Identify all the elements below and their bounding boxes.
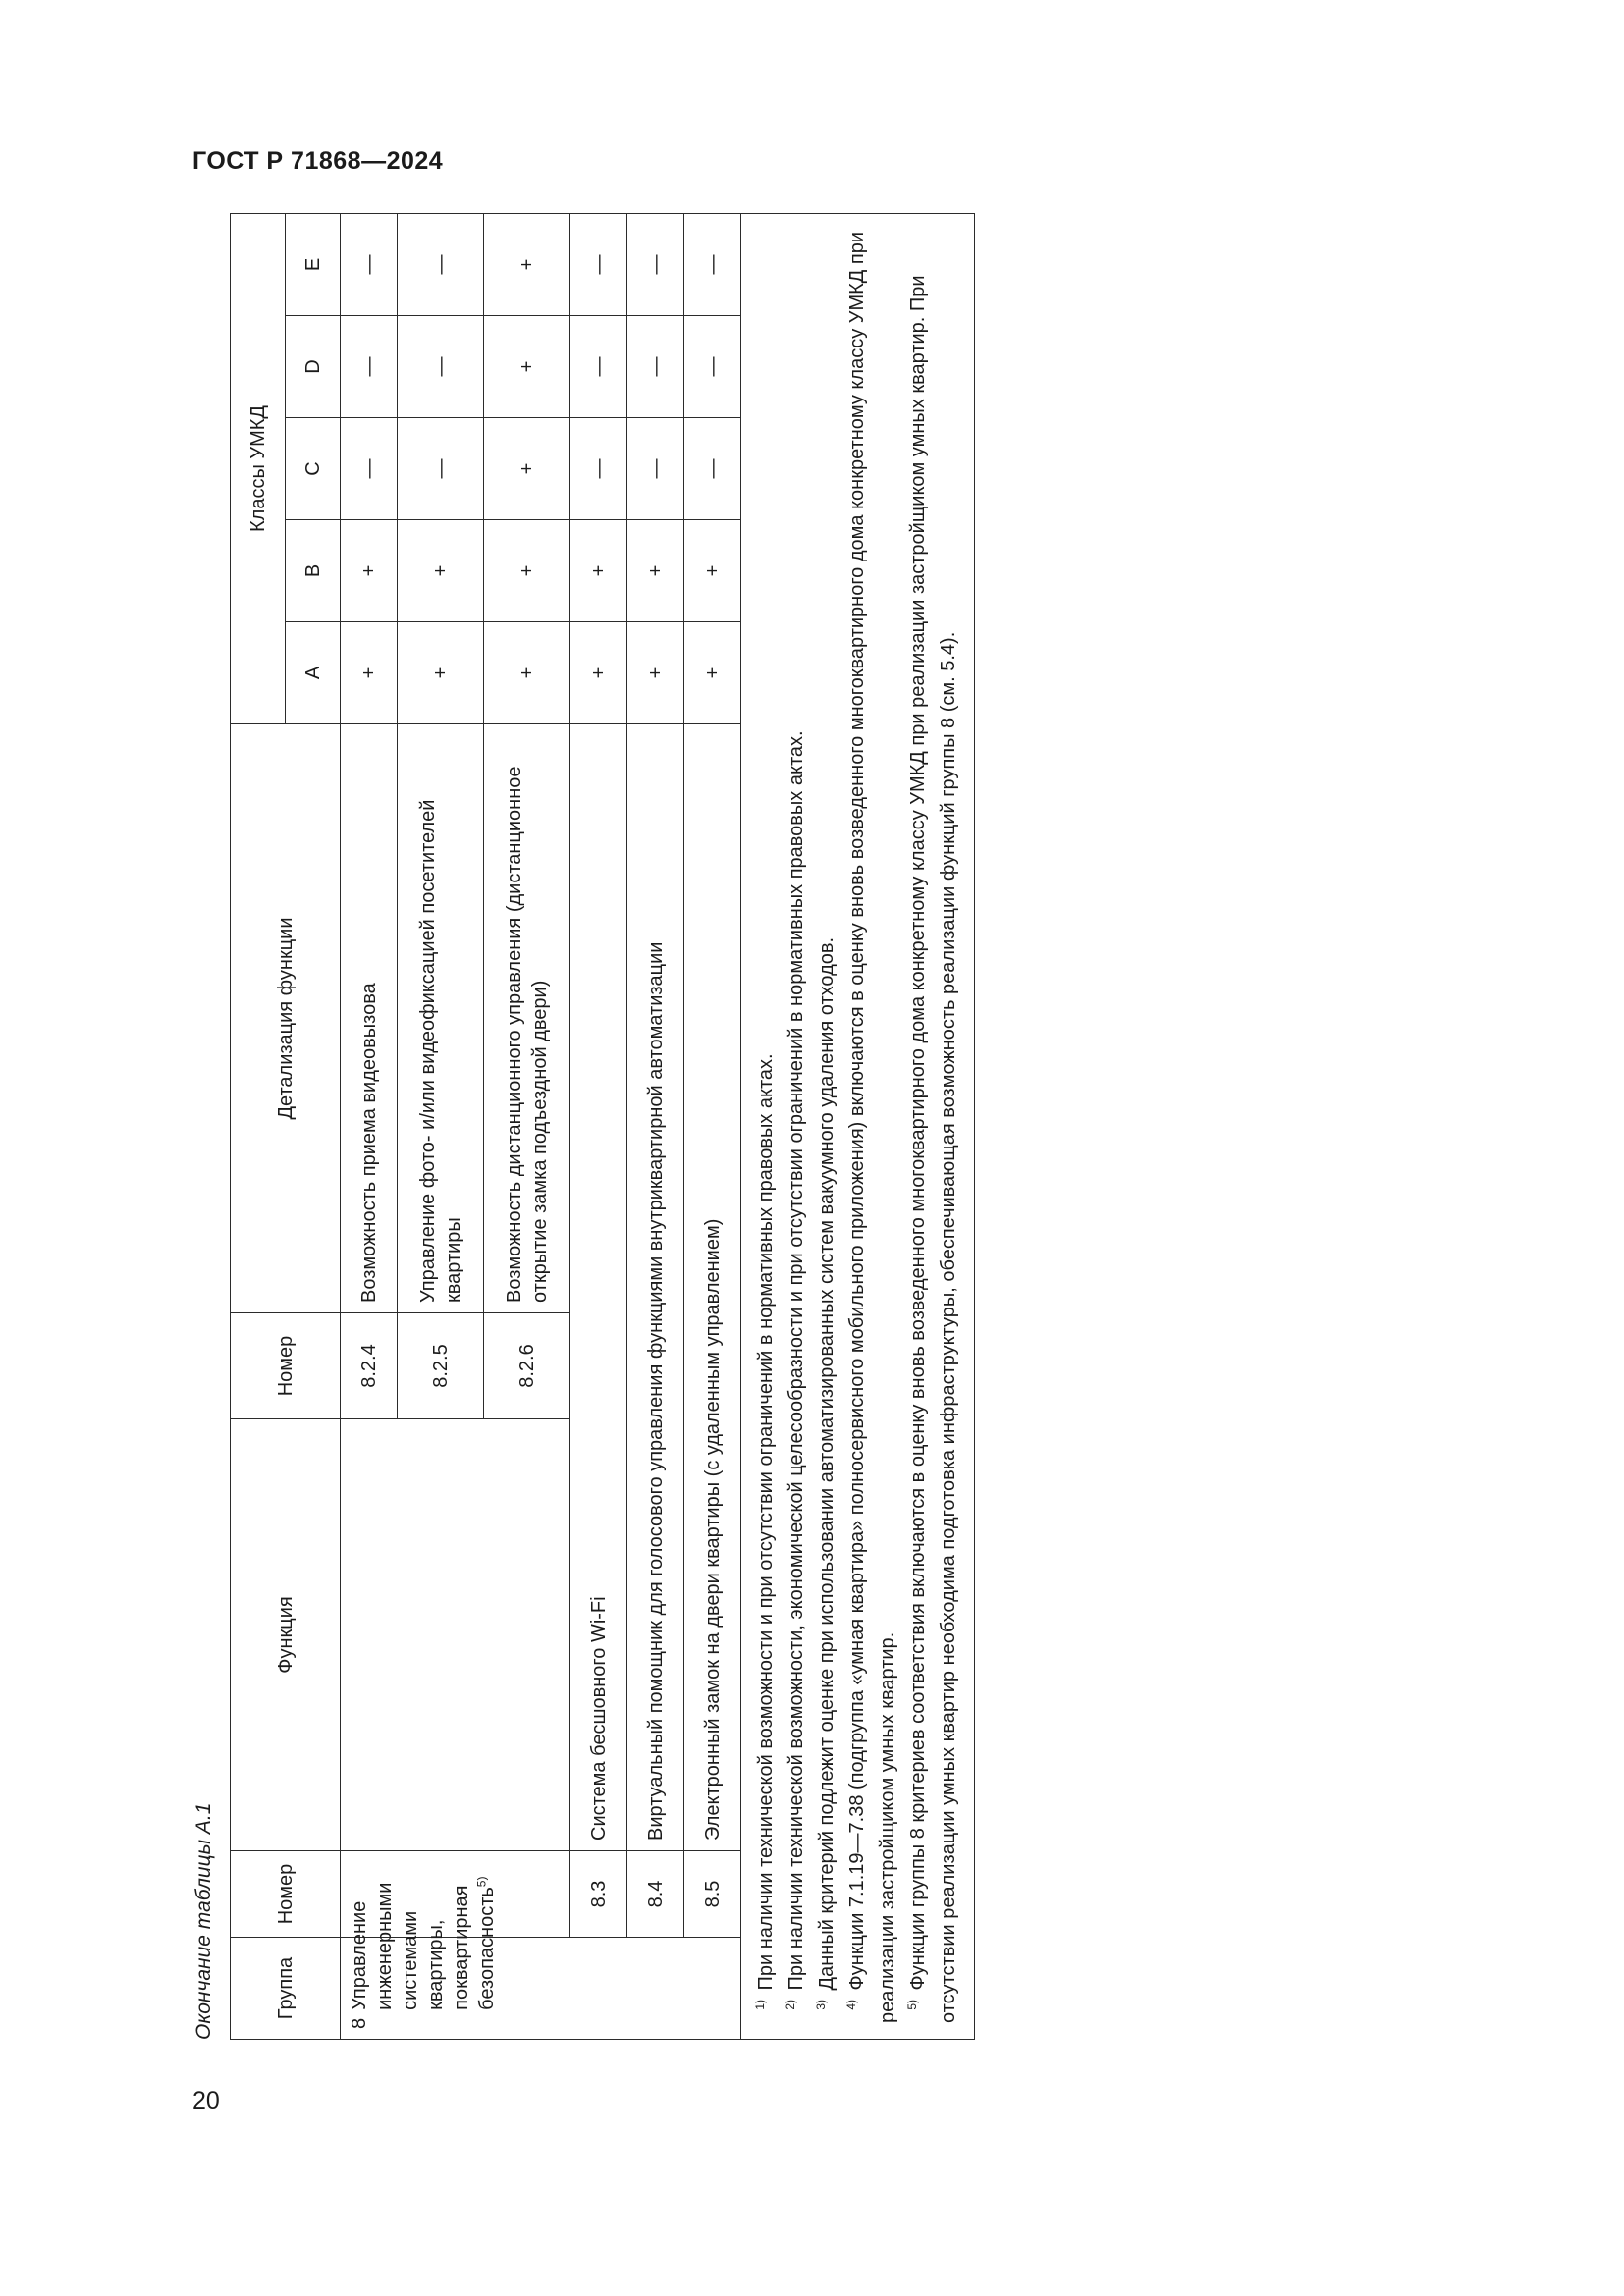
class-label-a: A [286,622,341,724]
footnote [842,230,903,2023]
class-label-c: C [286,418,341,520]
page-number: 20 [192,2087,220,2114]
table-row [341,213,398,2039]
function-number: 8.5 [684,1851,741,1938]
detail-text: Возможность приема видеовызова [341,724,398,1313]
function-text: Электронный замок на двери квартиры (с удаленным управлением) [684,724,741,1851]
table-row [570,213,627,2039]
footnote-mark: 4) [844,2000,859,2010]
mark-a: + [341,622,398,724]
footnotes-row [741,213,975,2039]
mark-d: — [570,316,627,418]
mark-c: — [398,418,484,520]
mark-d: + [484,316,570,418]
empty-function-cell [341,1419,570,1851]
footnotes-cell [741,213,975,2039]
function-text: Виртуальный помощник для голосового управления функциями внутриквартирной автоматизации [627,724,684,1851]
detail-text: Управление фото- и/или видеофиксацией посетителей квартиры [398,724,484,1313]
footnote-mark: 3) [814,2000,829,2010]
footnote-text: Функции группы 8 критериев соответствия включаются в оценку вновь возведенного многоквартирного дома конкретному классу УМКД при реализации застройщиком умных квартир. При отсутствии реализации умных квартир необходима подготовка инфраструктуры, обеспечивающая возможность реализации функций группы 8 (см. 5.4). [907,275,959,2023]
class-label-d: D [286,316,341,418]
mark-c: + [484,418,570,520]
footnote [903,230,964,2023]
mark-c: — [341,418,398,520]
footnote [812,230,842,2023]
header-number: Номер [231,1851,341,1938]
mark-b: + [341,520,398,622]
footnote-mark: 1) [753,2000,768,2010]
mark-a: + [570,622,627,724]
mark-b: + [570,520,627,622]
group-name: Управление инженерными системами квартиры, поквартирная безопасность [349,1882,498,2010]
group-footnote-mark: 5) [474,1876,489,1888]
footnote-text: При наличии технической возможности, экономической целесообразности и при отсутствии ограничений в нормативных правовых актах. [785,730,807,1991]
footnote-text: Данный критерий подлежит оценке при использовании автоматизированных систем вакуумного удаления отходов. [816,936,838,1991]
sub-number: 8.2.4 [341,1313,398,1419]
table-row [627,213,684,2039]
mark-b: + [684,520,741,622]
header-group: Группа [231,1938,341,2040]
group-name-wrap [347,1877,500,2010]
mark-e: — [341,213,398,315]
document-code: ГОСТ Р 71868—2024 [192,147,444,175]
mark-e: + [484,213,570,315]
mark-b: + [484,520,570,622]
mark-d: — [627,316,684,418]
footnote-text: При наличии технической возможности и при отсутствии ограничений в нормативных правовых актах. [755,1053,777,1991]
mark-e: — [398,213,484,315]
header-function: Функция [231,1419,341,1851]
class-label-b: B [286,520,341,622]
group-number: 8 [349,2017,370,2029]
mark-e: — [570,213,627,315]
mark-a: + [627,622,684,724]
mark-a: + [684,622,741,724]
sub-number: 8.2.6 [484,1313,570,1419]
mark-a: + [398,622,484,724]
class-label-e: E [286,213,341,315]
mark-b: + [398,520,484,622]
footnote-text: Функции 7.1.19—7.38 (подгруппа «умная квартира» полносервисного мобильного приложения) включаются в оценку вновь возведенного многоквартирного дома конкретному классу УМКД при реализации застройщиком умных квартир. [846,232,898,2023]
table-row [684,213,741,2039]
function-number: 8.4 [627,1851,684,1938]
header-classes: Классы УМКД [231,213,286,723]
rotated-table-region [192,214,958,2040]
function-number: 8.3 [570,1851,627,1938]
mark-e: — [684,213,741,315]
footnote [751,230,782,2023]
footnote-mark: 5) [905,2000,920,2010]
mark-c: — [570,418,627,520]
mark-c: — [684,418,741,520]
mark-b: + [627,520,684,622]
detail-text: Возможность дистанционного управления (дистанционное открытие замка подъездной двери) [484,724,570,1313]
mark-d: — [684,316,741,418]
mark-d: — [398,316,484,418]
mark-a: + [484,622,570,724]
sub-number: 8.2.5 [398,1313,484,1419]
mark-c: — [627,418,684,520]
header-detail: Детализация функции [231,724,341,1313]
function-text: Система бесшовного Wi-Fi [570,724,627,1851]
footnote [782,230,812,2023]
table-caption: Окончание таблицы А.1 [192,1802,215,2040]
header-sub-number: Номер [231,1313,341,1419]
criteria-table [230,213,975,2040]
mark-e: — [627,213,684,315]
mark-d: — [341,316,398,418]
footnote-mark: 2) [784,2000,798,2010]
